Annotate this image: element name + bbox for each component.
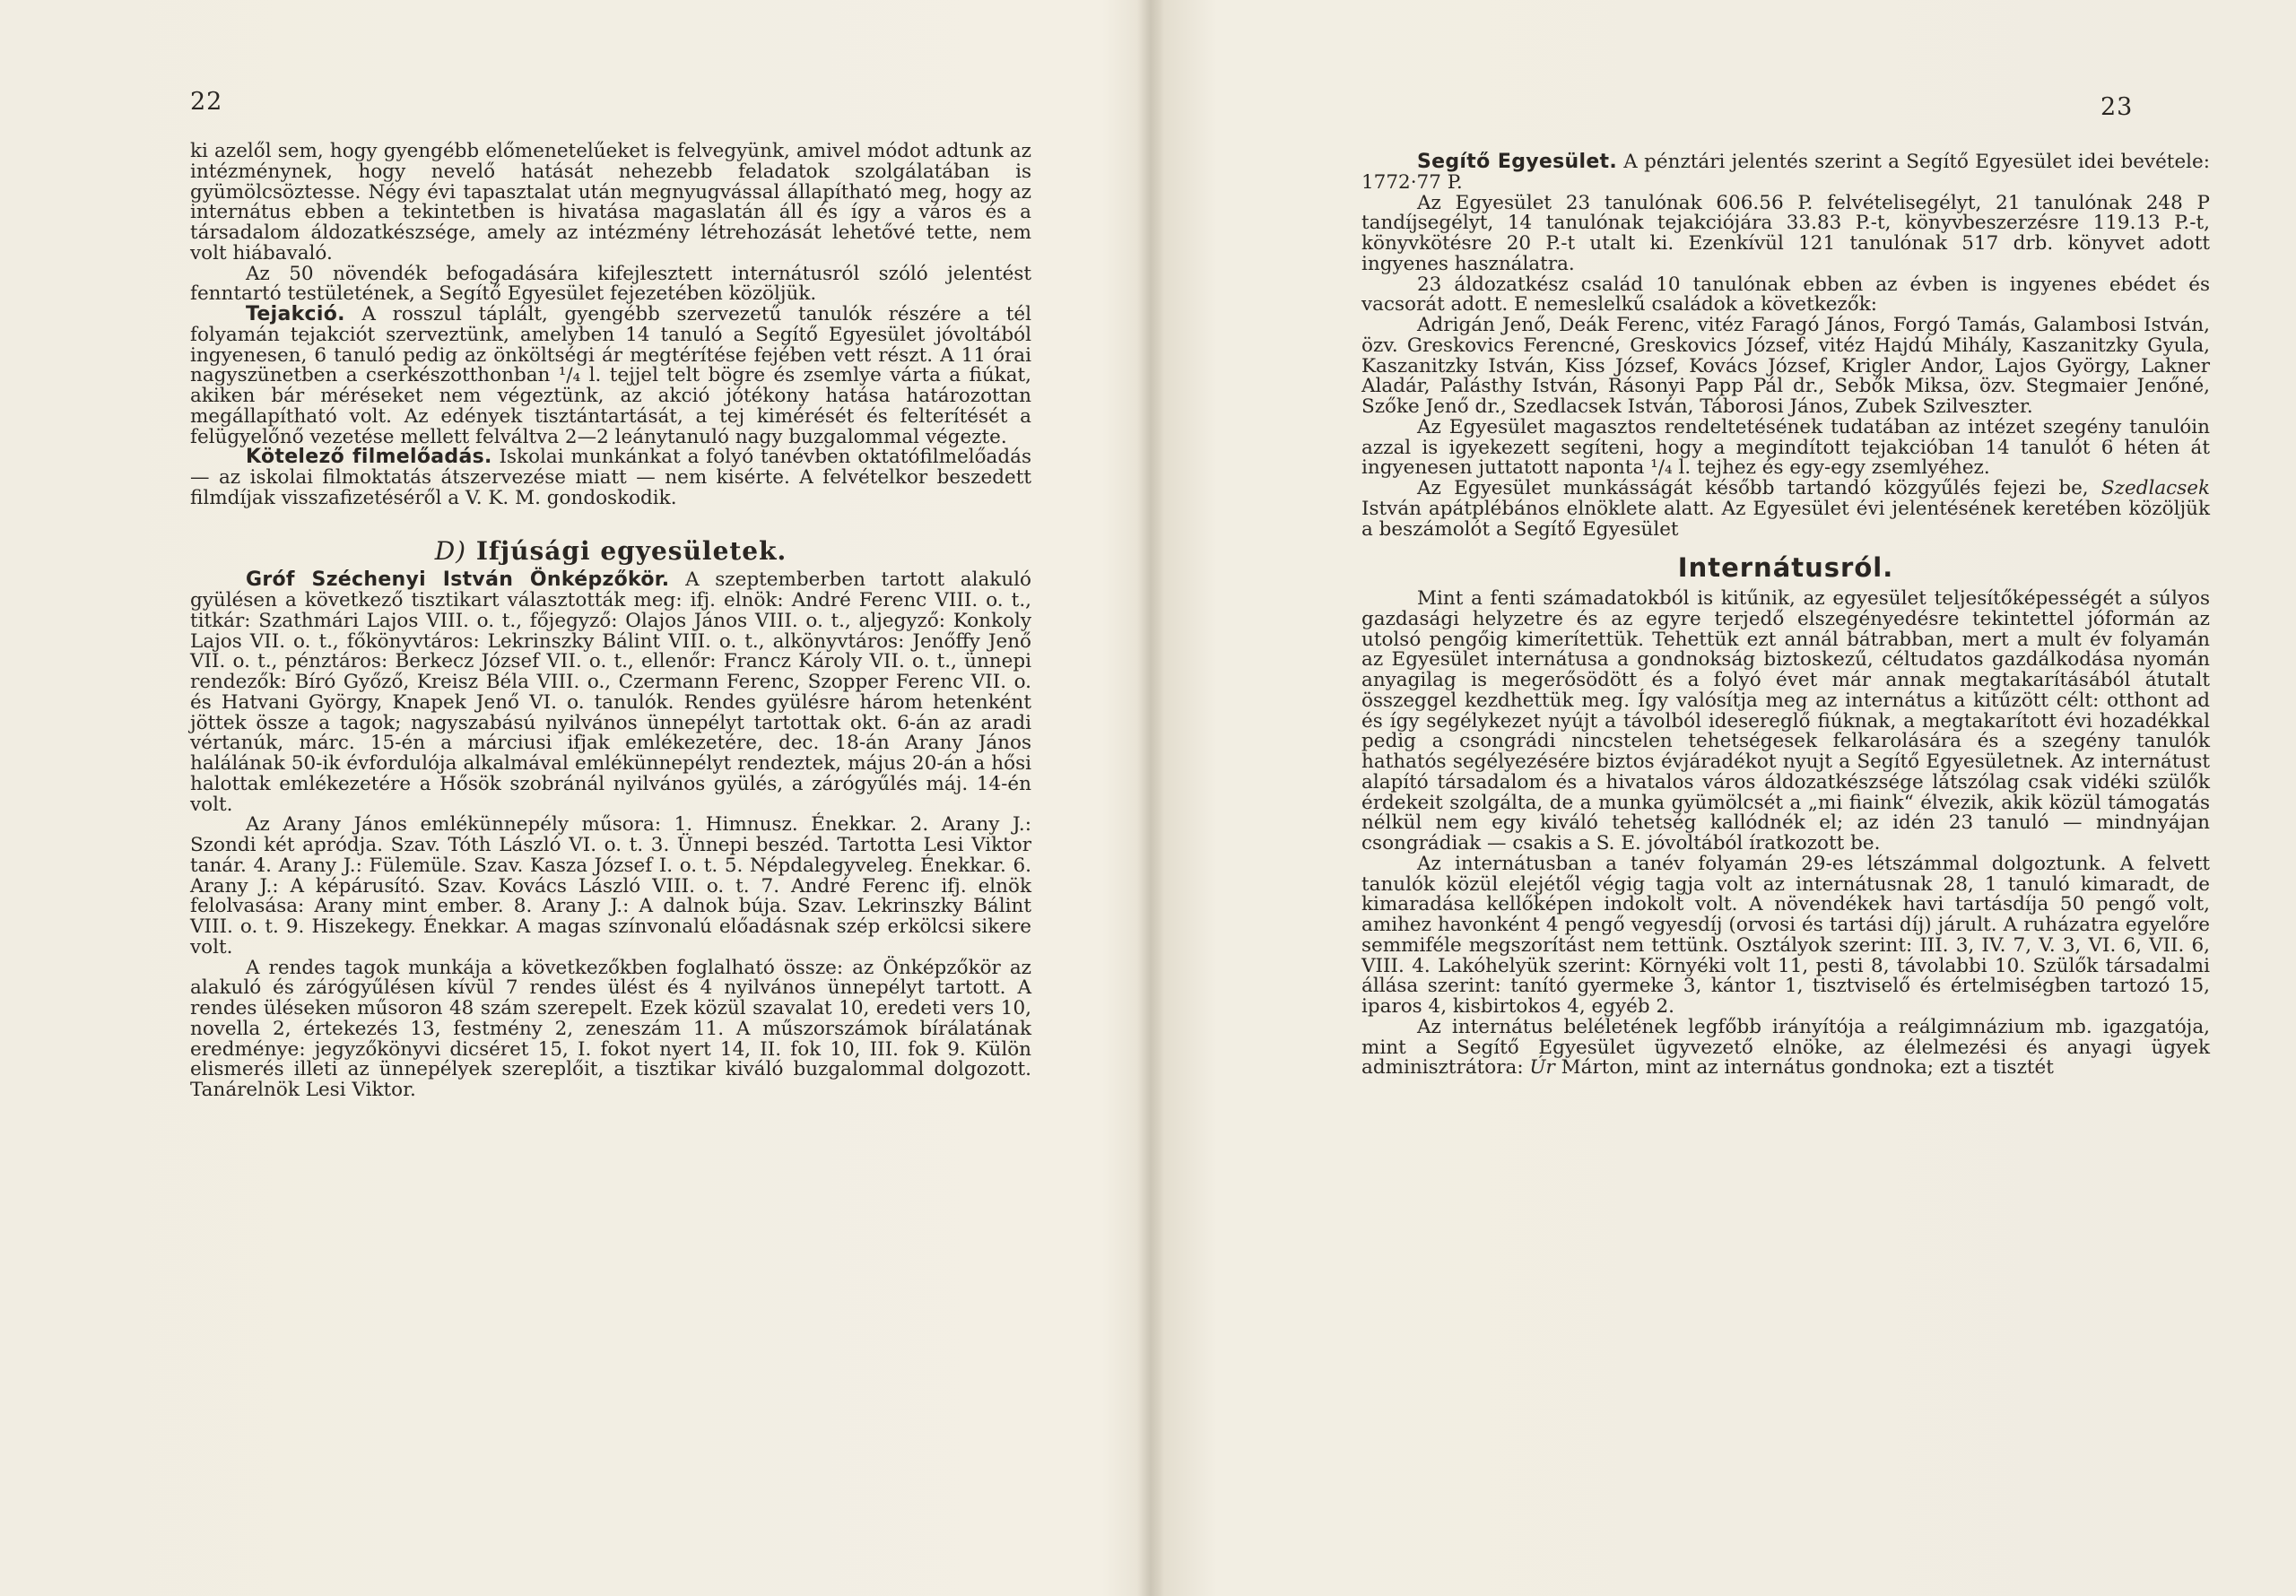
paragraph bbox=[1361, 275, 2210, 317]
paragraph-text: Mint a fenti számadatokból is kitűnik, az egyesület teljesítőképességét a súlyos gazdasági helyzetre és az egyre terjedő elszegényedésre tekintettel jóformán az utolsó pengőig kimerítettük. Tehettük ezt annál bátrabban, mert a mult év folyamán az Egyesület internátusa a gondnokság biztoskezű, céltudatos gazdálkodása nyomán anyagilag is megerősödött és a folyó évet már annak megtakarításából átutalt összeggel kezdhettük meg. Így valósítja meg az internátus a kitűzött célt: otthont ad és így segélykezet nyújt a távolból idesereglő fiúknak, a megtakarított évi hozadékkal pedig a csongrádi nincstelen tehetségesek felkarolására és a szegény tanulók hathatós segélyezésére biztos évjáradékot nyujt a Segítő Egyesületnek. Az internátust alapító társadalom és a hivatalos város áldozatkészsége látszólag csak vidéki szülők érdekeit szolgálta, de a munka gyümölcsét a „mi fiaink“ élvezik, akik közül támogatás nélkül nem egy kiváló tehetség kallódnék el; az idén 23 tanuló — mindnyájan csongrádiak — csakis a S. E. jóvoltából íratkozott be. bbox=[1361, 587, 2210, 854]
paragraph-text: Márton, mint az internátus gondnoka; ezt a tisztét bbox=[1554, 1056, 2054, 1080]
section-heading bbox=[190, 535, 1031, 566]
paragraph bbox=[1361, 152, 2210, 194]
paragraph-text: A pénztári jelentés szerint a Segítő Egyesület idei bevétele: 1772·77 P. bbox=[1361, 151, 2211, 194]
paragraph-lead: Segítő Egyesület. bbox=[1417, 151, 1618, 173]
paragraph-text: István apátplébános elnöklete alatt. Az Egyesület évi jelentésének keretében közöljük a beszámolót a Segítő Egyesület bbox=[1361, 497, 2210, 541]
paragraph-text: A rosszul táplált, gyengébb szervezetű tanulók részére a tél folyamán tejakciót szerveztünk, amelyben 14 tanuló a Segítő Egyesület jóvoltából ingyenesen, 6 tanuló pedig az önköltségi ár megtérítése fejében vett részt. A 11 órai nagyszünetben a cserkészotthonban ¹/₄ l. tejjel telt bögre és zsemlye várta a fiúkat, akiken bár méréseket nem végeztünk, az akció jótékony hatása határozottan megállapítható volt. Az edények tisztántartását, a tej kimérését és felterítését a felügyelőnő vezetése mellett felváltva 2—2 leánytanuló nagy buzgalommal végezte. bbox=[190, 303, 1031, 448]
paragraph bbox=[1361, 1015, 2210, 1080]
paragraph-text: Az Egyesület magasztos rendeltetésének tudatában az intézet szegény tanulóin azzal is igyekezett segíteni, hogy a megindított tejakcióban 14 tanulót 6 héten át ingyenesen juttatott naponta ¹/₄ l. tejhez és egy-egy zsemlyéhez. bbox=[1361, 415, 2210, 480]
right-page-body bbox=[1361, 152, 2210, 1079]
paragraph-text: A szeptemberben tartott alakuló gyülésen a következő tisztikart választották meg: ifj. elnök: André Ferenc VIII. o. t., titkár: Szathmári Lajos VIII. o. t., főjegyző: Olajos János VIII. o. t., aljegyző: Konkoly Lajos VII. o. t., főkönyvtáros: Lekrinszky Bálint VIII. o. t., alkönyvtáros: Jenőffy Jenő VII. o. t., pénztáros: Berkecz József VII. o. t., ellenőr: Francz Károly VII. o. t., ünnepi rendezők: Bíró Győző, Kreisz Béla VIII. o., Czermann Ferenc, Szopper Ferenc VII. o. és Hatvani György, Knapek Jenő VI. o. tanulók. Rendes gyülésre három hetenként jöttek össze a tagok; nagyszabású nyilvános ünnepélyt tartottak okt. 6-án az aradi vértanúk, márc. 15-én a márciusi ifjak emlékezetére, dec. 18-án Arany János halálának 50-ik évfordulója alkalmával emlékünnepélyt rendeztek, május 20-án a hősi halottak emlékezetére a Hősök szobránál nyilvános gyülés, a zárógyűlés máj. 14-én volt. bbox=[190, 568, 1031, 816]
right-page bbox=[1157, 0, 2296, 1596]
paragraph-text: ki azelől sem, hogy gyengébb előmenetelűeket is felvegyünk, amivel módot adtunk az intézménynek, hogy nevelő hatását nehezebb feladatok szolgálatában is gyümölcsöztesse. Négy évi tapasztalat után megnyugvással állapítható meg, hogy az internátus ebben a tekintetben is hivatása magaslatán áll és így a város és a társadalom áldozatkészsége, amely az intézmény létrehozását lehetővé tette, nem volt hiábavaló. bbox=[190, 140, 1031, 265]
paragraph-text: Adrigán Jenő, Deák Ferenc, vitéz Faragó János, Forgó Tamás, Galambosi István, özv. Greskovics Ferencné, Greskovics József, vitéz Hajdú Mihály, Kaszanitzky Gyula, Kaszanitzky István, Kiss József, Kovács József, Krigler Andor, Lajos György, Lakner Aladár, Palásthy István, Rásonyi Papp Pál dr., Sebők Miksa, özv. Stegmaier Jenőné, Szőke Jenő dr., Szedlacsek István, Táborosi János, Zubek Szilveszter. bbox=[1361, 314, 2210, 418]
paragraph bbox=[1361, 479, 2210, 540]
paragraph bbox=[190, 142, 1031, 265]
paragraph-text: Az Egyesület 23 tanulónak 606.56 P. felvételisegélyt, 21 tanulónak 248 P tandíjsegélyt, 14 tanulónak tejakciójára 33.83 P.-t, könyvbeszerzésre 119.13 P.-t, könyvkötésre 20 P.-t utalt ki. Ezenkívül 121 tanulónak 517 drb. könyvet adott ingyenes használatra. bbox=[1361, 191, 2210, 275]
paragraph bbox=[1361, 415, 2210, 480]
paragraph-text: Iskolai munkánkat a folyó tanévben oktatófilmelőadás — az iskolai filmoktatás átszervezése miatt — nem kisérte. A felvételkor beszedett filmdíjak visszafizetéséről a V. K. M. gondoskodik. bbox=[190, 446, 1031, 509]
section-heading-letter: D) bbox=[434, 535, 467, 566]
paragraph bbox=[190, 262, 1031, 306]
paragraph-text: Az Arany János emlékünnepély műsora: 1. Himnusz. Énekkar. 2. Arany J.: Szondi két apródja. Szav. Tóth László VI. o. t. 3. Ünnepi beszéd. Tartotta Lesi Viktor tanár. 4. Arany J.: Fülemüle. Szav. Kasza József I. o. t. 5. Népdalegyveleg. Énekkar. 6. Arany J.: A képárusító. Szav. Kovács László VIII. o. t. 7. André Ferenc ifj. elnök felolvasása: Arany mint ember. 8. Arany J.: A dalnok búja. Szav. Lekrinszky Bálint VIII. o. t. 9. Hiszekegy. Énekkar. A magas színvonalú előadásnak szép erkölcsi sikere volt. bbox=[190, 813, 1031, 958]
left-page-body bbox=[190, 142, 1031, 1101]
paragraph bbox=[1361, 316, 2210, 418]
paragraph-text: Az Egyesület munkásságát később tartandó közgyűlés fejezi be, bbox=[1417, 477, 2101, 499]
section-heading-text: Ifjúsági egyesületek. bbox=[475, 535, 787, 566]
section-heading-text: Internátusról. bbox=[1677, 552, 1894, 584]
paragraph bbox=[1361, 191, 2210, 275]
paragraph-text: Az 50 növendék befogadására kifejlesztett internátusról szóló jelentést fenntartó testületének, a Segítő Egyesület fejezetében közöljük. bbox=[190, 262, 1031, 306]
paragraph bbox=[190, 305, 1031, 447]
page-number-right: 23 bbox=[2100, 93, 2134, 121]
paragraph-text: Az internátus beléletének legfőbb irányítója a reálgimnázium mb. igazgatója, mint a Segítő Egyesület ügyvezető elnöke, az élelmezési és anyagi ügyek adminisztrátora: bbox=[1361, 1015, 2210, 1080]
paragraph bbox=[190, 570, 1031, 815]
paragraph bbox=[1361, 589, 2210, 854]
paragraph-lead: Gróf Széchenyi István Önképzőkör. bbox=[246, 568, 670, 592]
paragraph-text: Az internátusban a tanév folyamán 29-es létszámmal dolgoztunk. A felvett tanulók közül elejétől végig tagja volt az internátusnak 28, 1 tanuló kimaradt, de kimaradása kellőképen indokolt volt. A növendékek havi tartásdíja 50 pengő volt, amihez havonként 4 pengő vegyesdíj (orvosi és tartási díj) járult. A ruházatra egyelőre semmiféle megszorítást nem tettünk. Osztályok szerint: III. 3, IV. 7, V. 3, VI. 6, VII. 6, VIII. 4. Lakóhelyük szerint: Környéki volt 11, pesti 8, távolabbi 10. Szülők társadalmi állása szerint: tanító gyermeke 3, kántor 1, tisztviselő és értelmiségben tartozó 15, iparos 4, kisbirtokos 4, egyéb 2. bbox=[1361, 852, 2210, 1018]
paragraph-lead: Kötelező filmelőadás. bbox=[246, 446, 492, 469]
paragraph bbox=[190, 958, 1031, 1101]
section-heading bbox=[1361, 552, 2210, 584]
paragraph-text: 23 áldozatkész család 10 tanulónak ebben az évben is ingyenes ebédet és vacsorát adott. E nemeslelkű családok a következők: bbox=[1361, 273, 2210, 317]
paragraph-lead: Tejakció. bbox=[246, 303, 345, 325]
paragraph bbox=[190, 815, 1031, 958]
paragraph bbox=[1361, 854, 2210, 1018]
paragraph-text: A rendes tagok munkája a következőkben foglalható össze: az Önképzőkör az alakuló és zárógyűlésen kívül 7 rendes ülést és 4 nyilvános ünnepélyt tartott. A rendes üléseken műsoron 48 szám szerepelt. Ezek közül szavalat 10, eredeti vers 10, novella 2, értekezés 13, festmény 2, zeneszám 11. A műszorszámok bírálatának eredménye: jegyzőkönyvi dicséret 15, I. fokot nyert 14, II. fok 10, III. fok 9. Külön elismerés illeti az ünnepélyek szereplőit, a tisztikar kiváló buzgalommal dolgozott. Tanárelnök Lesi Viktor. bbox=[190, 956, 1031, 1101]
paragraph-italic: Szedlacsek bbox=[2100, 477, 2210, 499]
paragraph-italic: Úr bbox=[1529, 1056, 1555, 1080]
page-number-left: 22 bbox=[190, 88, 223, 116]
paragraph bbox=[190, 447, 1031, 508]
